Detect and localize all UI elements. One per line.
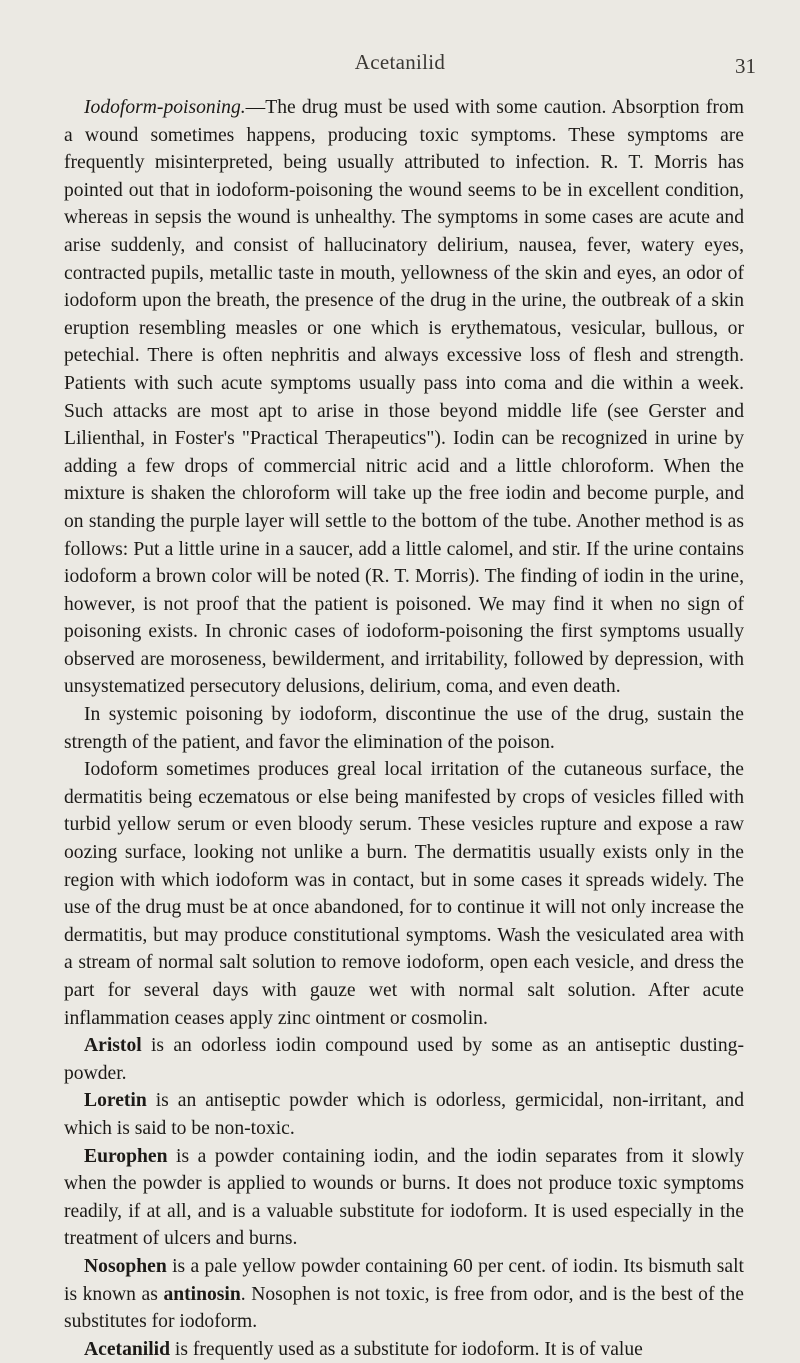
paragraph-local-irritation	[64, 756, 744, 1032]
paragraph-text: —The drug must be used with some caution. Absorption from a wound sometimes happens, producing toxic symptoms. These symptoms are frequently misinterpreted, being usually attributed to infection. R. T. Morris has pointed out that in iodoform-poisoning the wound seems to be in excellent condition, whereas in sepsis the wound is unhealthy. The symptoms in some cases are acute and arise suddenly, and consist of hallucinatory delirium, nausea, fever, watery eyes, contracted pupils, metallic taste in mouth, yellowness of the skin and eyes, an odor of iodoform upon the breath, the presence of the drug in the urine, the outbreak of a skin eruption resembling measles or one which is erythematous, vesicular, bullous, or petechial. There is often nephritis and always excessive loss of flesh and strength. Patients with such acute symptoms usually pass into coma and die within a week. Such attacks are most apt to arise in those beyond middle life (see Gerster and Lilienthal, in Foster's "Practical Therapeutics"). Iodin can be recognized in urine by adding a few drops of commercial nitric acid and a little chloroform. When the mixture is shaken the chloroform will take up the free iodin and become purple, and on standing the purple layer will settle to the bottom of the tube. Another method is as follows: Put a little urine in a saucer, add a little calomel, and stir. If the urine contains iodoform a brown color will be noted (R. T. Morris). The finding of iodin in the urine, however, is not proof that the patient is poisoned. We may find it when no sign of poisoning exists. In chronic cases of iodoform-poisoning the first symptoms usually observed are moroseness, bewilderment, and irritability, followed by depression, with unsystematized persecutory delusions, delirium, coma, and even death.	[64, 97, 744, 698]
term-nosophen: Nosophen	[84, 1255, 167, 1277]
page-number: 31	[735, 54, 756, 78]
body-text	[64, 94, 744, 1363]
paragraph-nosophen	[64, 1253, 744, 1336]
paragraph-europhen	[64, 1143, 744, 1253]
term-acetanilid: Acetanilid	[84, 1338, 170, 1360]
term-aristol: Aristol	[84, 1035, 142, 1057]
term-loretin: Loretin	[84, 1090, 147, 1112]
paragraph-text-after: . Nosophen is not toxic, is free from odor, and is the best of the substitutes for iodoform.	[64, 1283, 744, 1333]
term-antinosin: antinosin	[163, 1283, 241, 1305]
paragraph-text: is a powder containing iodin, and the iodin separates from it slowly when the powder is applied to wounds or burns. It does not produce toxic symptoms readily, if at all, and is a valuable substitute for iodoform. It is used especially in the treatment of ulcers and burns.	[64, 1145, 744, 1250]
paragraph-iodoform-poisoning	[64, 94, 744, 701]
section-lead-iodoform-poisoning: Iodoform-poisoning.	[84, 97, 246, 118]
paragraph-text: is an odorless iodin compound used by some as an antiseptic dusting-powder.	[64, 1035, 744, 1084]
paragraph-text: In systemic poisoning by iodoform, discontinue the use of the drug, sustain the strength of the patient, and favor the elimination of the poison.	[64, 704, 744, 753]
term-europhen: Europhen	[84, 1145, 168, 1167]
paragraph-text: is frequently used as a substitute for iodoform. It is of value	[170, 1338, 643, 1360]
paragraph-acetanilid	[64, 1336, 744, 1363]
paragraph-text: is a pale yellow powder containing 60 per cent. of iodin. Its bismuth salt is known as	[64, 1255, 744, 1305]
running-head: Acetanilid	[354, 50, 446, 74]
paragraph-aristol	[64, 1032, 744, 1087]
paragraph-text: Iodoform sometimes produces greal local irritation of the cutaneous surface, the dermatitis being eczematous or else being manifested by crops of vesicles filled with turbid yellow serum or even bloody serum. These vesicles rupture and expose a raw oozing surface, looking not unlike a burn. The dermatitis usually exists only in the region with which iodoform was in contact, but in some cases it spreads widely. The use of the drug must be at once abandoned, for to continue it will not only increase the dermatitis, but may produce constitutional symptoms. Wash the vesiculated area with a stream of normal salt solution to remove iodoform, open each vesicle, and dress the part for several days with gauze wet with normal salt solution. After acute inflammation ceases apply zinc ointment or cosmolin.	[64, 759, 744, 1029]
paragraph-loretin	[64, 1087, 744, 1142]
paragraph-systemic-poisoning	[64, 701, 744, 756]
paragraph-text: is an antiseptic powder which is odorless, germicidal, non-irritant, and which is said to be non-toxic.	[64, 1090, 744, 1139]
